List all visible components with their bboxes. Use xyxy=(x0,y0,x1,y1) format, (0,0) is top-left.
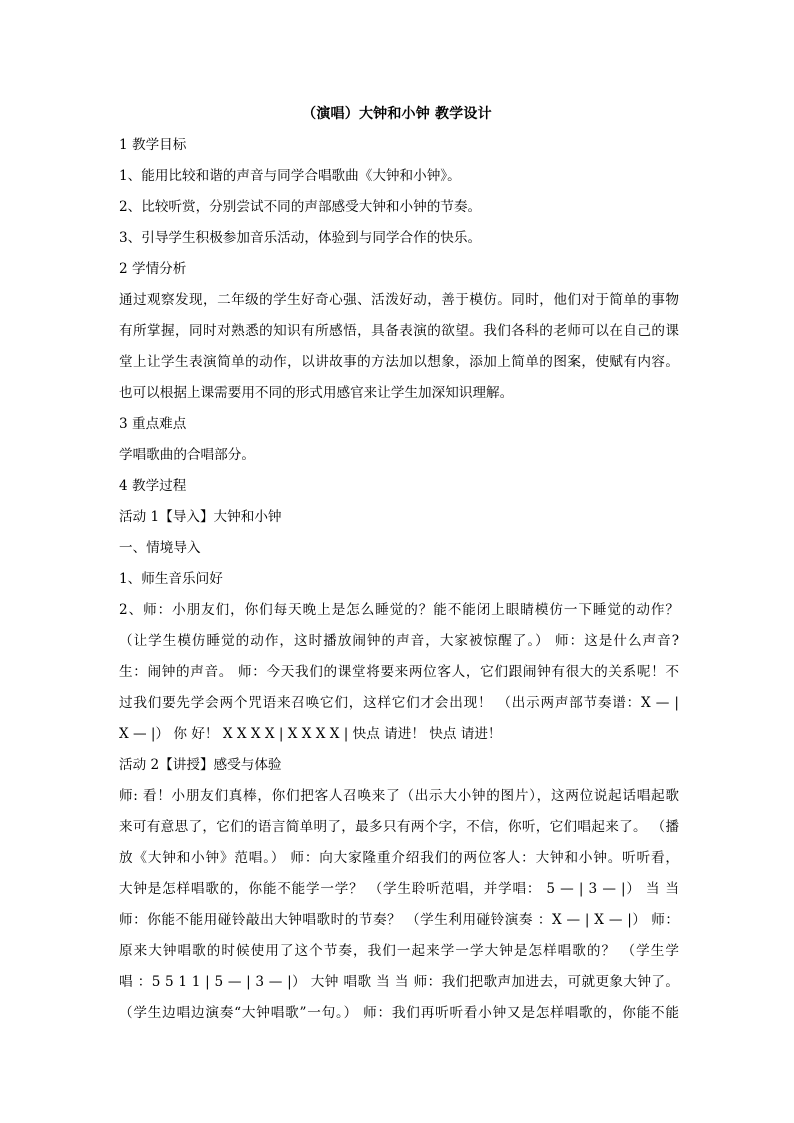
analysis-line-3: 堂上让学生表演简单的动作，以讲故事的方法加以想象，添加上简单的图案，使赋有内容。 xyxy=(119,354,679,370)
process-line-3: 生：闹钟的声音。 师：今天我们的课堂将要来两位客人，它们跟闹钟有很大的关系呢！不 xyxy=(119,664,679,680)
lecture-line-8: （学生边唱边演奏“大钟唱歌”一句。） 师：我们再听听看小钟又是怎样唱歌的，你能不能 xyxy=(119,1005,679,1021)
objective-2: 2、比较听赏，分别尝试不同的声部感受大钟和小钟的节奏。 xyxy=(119,199,482,215)
lecture-line-3: 放《大钟和小钟》范唱。） 师：向大家隆重介绍我们的两位客人：大钟和小钟。听听看， xyxy=(119,850,679,866)
process-line-2: （让学生模仿睡觉的动作，这时播放闹钟的声音，大家被惊醒了。） 师：这是什么声音? xyxy=(119,633,679,649)
lecture-line-1: 师: 看！小朋友们真棒，你们把客人召唤来了（出示大小钟的图片），这两位说起话唱起歌 xyxy=(119,788,679,804)
analysis-line-1: 通过观察发现，二年级的学生好奇心强、活泼好动，善于模仿。同时，他们对于简单的事物 xyxy=(119,292,679,308)
lecture-line-6: 原来大钟唱歌的时候使用了这个节奏，我们一起来学一学大钟是怎样唱歌的？ （学生学 xyxy=(119,943,679,959)
keypoints-text: 学唱歌曲的合唱部分。 xyxy=(119,447,255,463)
section-heading-objectives: 1 教学目标 xyxy=(119,137,187,153)
activity-2-heading: 活动 2【讲授】感受与体验 xyxy=(119,757,282,773)
objective-1: 1、能用比较和谐的声音与同学合唱歌曲《大钟和小钟》。 xyxy=(119,168,461,184)
lecture-line-7: 唱 ：5 5 1 1 | 5 — | 3 — |） 大钟 唱歌 当 当 师：我们把歌声加进去，可就更象大钟了。 xyxy=(119,974,679,990)
activity-1-heading: 活动 1【导入】大钟和小钟 xyxy=(119,509,282,525)
section-heading-keypoints: 3 重点难点 xyxy=(119,416,187,432)
lecture-line-4: 大钟是怎样唱歌的，你能不能学一学？ （学生聆听范唱，并学唱： 5 — | 3 — |） 当 当 xyxy=(119,881,679,897)
section-heading-process: 4 教学过程 xyxy=(119,478,187,494)
lecture-line-5: 师：你能不能用碰铃敲出大钟唱歌时的节奏？ （学生利用碰铃演奏 ：X — | X — |） 师： xyxy=(119,912,679,928)
process-line-5: X — |） 你 好！ X X X X | X X X X | 快点 请进！ 快点 请进！ xyxy=(119,726,502,742)
analysis-line-4: 也可以根据上课需要用不同的形式用感官来让学生加深知识理解。 xyxy=(119,385,514,401)
objective-3: 3、引导学生积极参加音乐活动，体验到与同学合作的快乐。 xyxy=(119,230,482,246)
document-title: （演唱）大钟和小钟 教学设计 xyxy=(302,106,492,122)
process-line-4: 过我们要先学会两个咒语来召唤它们，这样它们才会出现！ （出示两声部节奏谱：X — | xyxy=(119,695,679,711)
process-line-1: 2、师：小朋友们，你们每天晚上是怎么睡觉的？能不能闭上眼睛模仿一下睡觉的动作？ xyxy=(119,602,679,618)
subsection-heading: 一、情境导入 xyxy=(119,540,201,556)
section-heading-analysis: 2 学情分析 xyxy=(119,261,187,277)
analysis-line-2: 有所掌握，同时对熟悉的知识有所感悟，具备表演的欲望。我们各科的老师可以在自己的课 xyxy=(119,323,679,339)
lecture-line-2: 来可有意思了，它们的语言简单明了，最多只有两个字，不信，你听，它们唱起来了。 （播 xyxy=(119,819,679,835)
process-step-1: 1、师生音乐问好 xyxy=(119,571,223,587)
